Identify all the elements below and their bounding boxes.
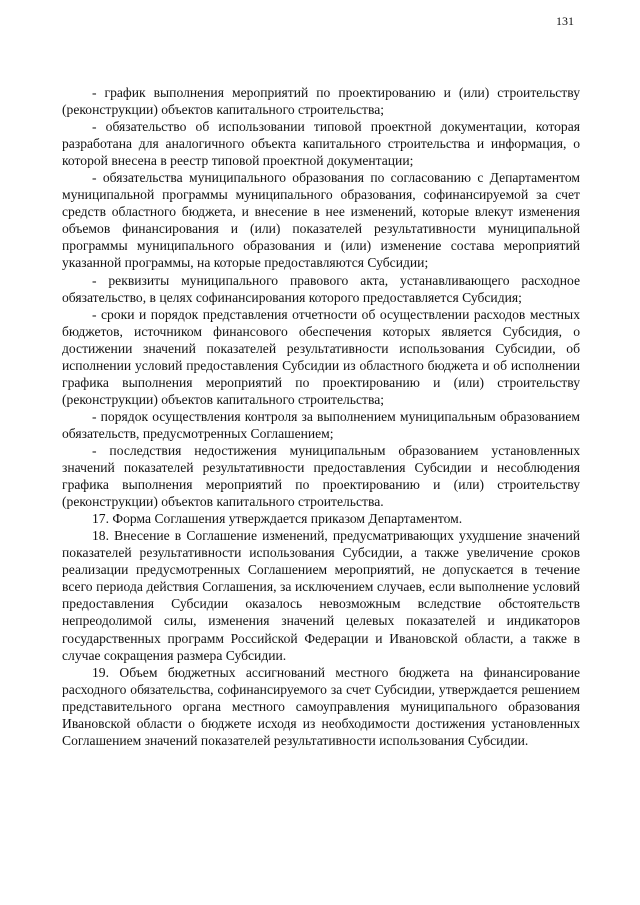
document-body <box>62 84 580 749</box>
paragraph-schedule: - график выполнения мероприятий по проектированию и (или) строительству (реконструкции) объектов капитального строительства; <box>62 85 580 118</box>
paragraph-reporting-terms: - сроки и порядок представления отчетности об осуществлении расходов местных бюджетов, источником финансового обеспечения которых является Субсидия, о достижении значений показателей результативности использования Субсидии, об исполнении условий предоставления Субсидии из областного бюджета и об исполнении графика выполнения мероприятий по проектированию и (или) строительству (реконструкции) объектов капитального строительства; <box>62 306 580 407</box>
page-number: 131 <box>556 14 574 28</box>
paragraph-typical-documentation: - обязательство об использовании типовой проектной документации, которая разработана для аналогичного объекта капитального строительства и информация, о которой внесена в реестр типовой проектной документации; <box>62 119 580 169</box>
paragraph-consequences: - последствия недостижения муниципальным образованием установленных значений показателей результативности предоставления Субсидии и несоблюдения графика выполнения мероприятий по проектированию и (или) строительству (реконструкции) объектов капитального строительства. <box>62 442 580 510</box>
paragraph-item-17: 17. Форма Соглашения утверждается приказом Департаментом. <box>92 511 463 527</box>
paragraph-program-approval: - обязательства муниципального образования по согласованию с Департаментом муниципальной программы муниципального образования, софинансируемой за счет средств областного бюджета, и внесение в нее изменений, которые влекут изменения объемов финансирования и (или) показателей результативности муниципальной программы муниципального образования и (или) изменение состава мероприятий указанной программы, на которые предоставляются Субсидии; <box>62 170 580 271</box>
paragraph-legal-act-details: - реквизиты муниципального правового акта, устанавливающего расходное обязательство, в целях софинансирования которого предоставляется Субсидия; <box>62 272 580 305</box>
paragraph-item-19: 19. Объем бюджетных ассигнований местного бюджета на финансирование расходного обязательства, софинансируемого за счет Субсидии, утверждается решением представительного органа местного самоуправления муниципального образования Ивановской области о бюджете исходя из необходимости достижения установленных Соглашением значений показателей результативности использования Субсидии. <box>62 664 580 748</box>
paragraph-control-procedure: - порядок осуществления контроля за выполнением муниципальным образованием обязательств, предусмотренных Соглашением; <box>62 408 580 441</box>
paragraph-item-18: 18. Внесение в Соглашение изменений, предусматривающих ухудшение значений показателей результативности использования Субсидии, а также увеличение сроков реализации предусмотренных Соглашением мероприятий, не допускается в течение всего периода действия Соглашения, за исключением случаев, если выполнение условий предоставления Субсидии оказалось невозможным вследствие обстоятельств непреодолимой силы, изменения значений целевых показателей и индикаторов государственных программ Российской Федерации и Ивановской области, а также в случае сокращения размера Субсидии. <box>62 528 580 663</box>
